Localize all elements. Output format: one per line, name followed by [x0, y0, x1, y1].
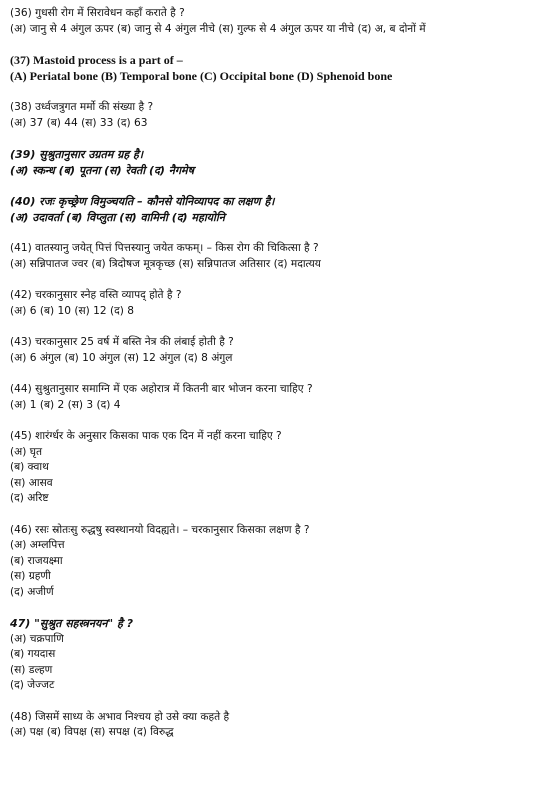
question-44 [10, 382, 539, 413]
answer-options: (अ) 1 (ब) 2 (स) 3 (द) 4 [10, 398, 121, 411]
question-38 [10, 100, 539, 131]
question-40 [10, 194, 539, 225]
question-text: (39) सुश्रुतानुसार उग्रतम ग्रह है। [10, 148, 144, 161]
question-39 [10, 147, 539, 178]
answer-option: (अ) चक्रपाणि [10, 632, 64, 645]
question-45 [10, 429, 539, 507]
answer-options: (अ) 6 अंगुल (ब) 10 अंगुल (स) 12 अंगुल (द) 8 अंगुल [10, 351, 233, 364]
answer-options: (अ) उदावर्ता (ब) विप्लुता (स) वामिनी (द) महायोनि [10, 210, 225, 224]
answer-option: (द) अजीर्ण [10, 585, 54, 598]
answer-option: (ब) गयदास [10, 648, 56, 660]
answer-option: (द) जेज्जट [10, 679, 55, 691]
question-text: 47) "सुश्रुत सहस्त्रनयन" है ? [10, 617, 134, 630]
answer-option: (ब) क्वाथ [10, 461, 49, 473]
question-41 [10, 241, 539, 272]
question-text: (36) गुधसी रोग में सिरावेधन कहाँ कराते है ? [10, 7, 185, 19]
answer-options: (A) Periatal bone (B) Temporal bone (C) Occipital bone (D) Sphenoid bone [10, 68, 393, 83]
answer-option: (अ) घृत [10, 445, 43, 458]
question-46 [10, 523, 539, 601]
question-text: (44) सुश्रुतानुसार समाग्नि में एक अहोरात्र में कितनी बार भोजन करना चाहिए ? [10, 383, 313, 395]
question-42 [10, 288, 539, 319]
answer-option: (स) आसव [10, 476, 53, 489]
question-text: (43) चरकानुसार 25 वर्ष में बस्ति नेत्र की लंबाई होती है ? [10, 336, 234, 348]
question-text: (42) चरकानुसार स्नेह वस्ति व्यापद् होते है ? [10, 289, 182, 301]
question-48 [10, 710, 539, 741]
question-text: (48) जिसमें साध्य के अभाव निश्चय हो उसे क्या कहते है [10, 710, 230, 723]
question-text: (40) रजः कृच्छ्रेण विमुञ्चयति – कौनसे योनिव्यापद का लक्षण है। [10, 195, 275, 208]
answer-option: (द) अरिष्ट [10, 492, 49, 504]
question-47 [10, 616, 539, 694]
question-text: (37) Mastoid process is a part of – [10, 53, 183, 67]
question-text: (41) वातस्यानु जयेत् पित्तं पित्तस्यानु जयेत कफम्। – किस रोग की चिकित्सा है ? [10, 242, 319, 254]
answer-options: (अ) जानु से 4 अंगुल ऊपर (ब) जानु से 4 अंगुल नीचे (स) गुल्फ से 4 अंगुल ऊपर या नीचे (द) अ, ब दोनों में [10, 22, 426, 35]
answer-option: (स) ग्रहणी [10, 570, 51, 582]
question-text: (38) उर्ध्वजत्रुगत मर्मो की संख्या है ? [10, 101, 154, 113]
question-text: (46) रसः स्रोतःसु रुद्धषु स्वस्थानयो विदह्यते। – चरकानुसार किसका लक्षण है ? [10, 523, 310, 536]
answer-options: (अ) स्कन्ध (ब) पूतना (स) रेवती (द) नैगमेष [10, 163, 194, 177]
answer-option: (अ) अम्लपित्त [10, 539, 65, 551]
answer-option: (ब) राजयक्ष्मा [10, 554, 63, 567]
answer-options: (अ) पक्ष (ब) विपक्ष (स) सपक्ष (द) विरुद्ध [10, 726, 174, 738]
question-37 [10, 53, 539, 84]
answer-option: (स) डल्हण [10, 663, 53, 676]
question-36 [10, 6, 539, 37]
question-text: (45) शारंर्ग्धर के अनुसार किसका पाक एक दिन में नहीं करना चाहिए ? [10, 430, 282, 442]
answer-options: (अ) सन्निपातज ज्वर (ब) त्रिदोषज मूत्रकृच्छ (स) सन्निपातज अतिसार (द) मदात्यय [10, 257, 321, 270]
answer-options: (अ) 6 (ब) 10 (स) 12 (द) 8 [10, 304, 135, 317]
answer-options: (अ) 37 (ब) 44 (स) 33 (द) 63 [10, 116, 148, 129]
question-43 [10, 335, 539, 366]
